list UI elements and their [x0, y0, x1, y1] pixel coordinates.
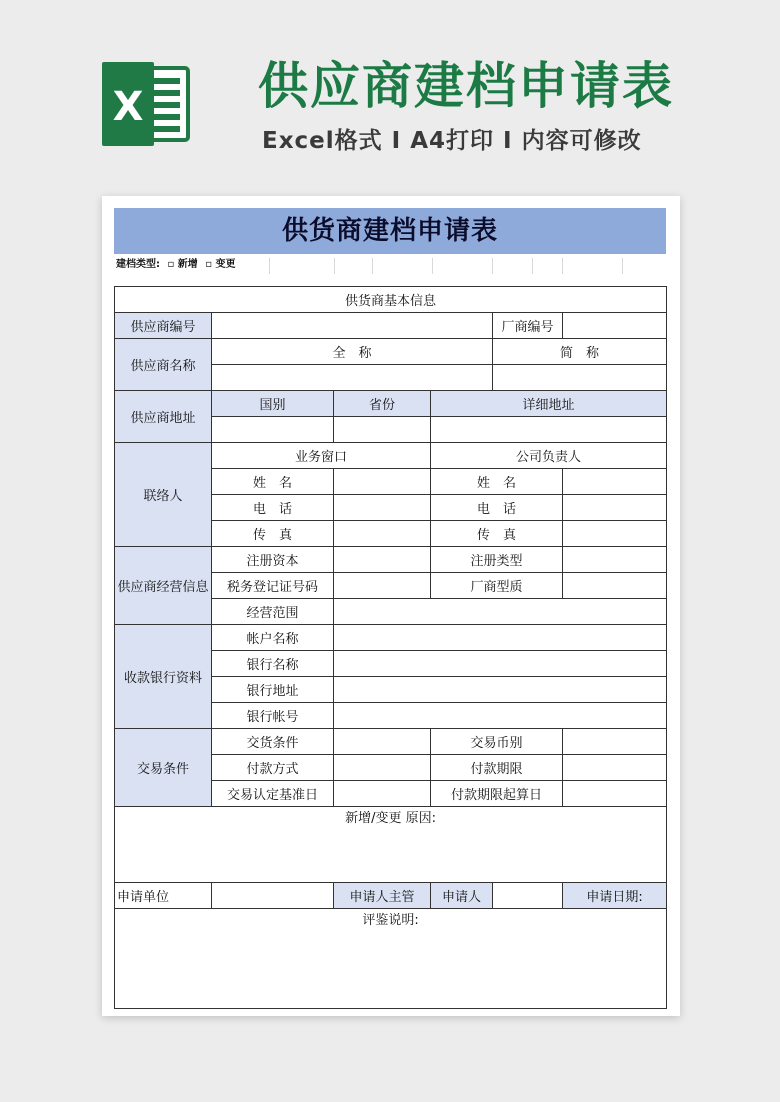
- detail-addr-field[interactable]: [431, 417, 667, 443]
- supplier-no-field[interactable]: [212, 313, 493, 339]
- confirm-date-field[interactable]: [334, 781, 431, 807]
- reg-type-field[interactable]: [563, 547, 667, 573]
- account-name-field[interactable]: [334, 625, 667, 651]
- contact-label: 联络人: [115, 443, 212, 547]
- pay-period-field[interactable]: [563, 755, 667, 781]
- banner-title: 供应商建档申请表: [258, 57, 674, 115]
- factory-no-label: 厂商编号: [493, 313, 563, 339]
- banner: [0, 0, 780, 190]
- biz-scope-field[interactable]: [334, 599, 667, 625]
- head-fax-field[interactable]: [563, 521, 667, 547]
- section-basic-info: 供货商基本信息: [115, 287, 667, 313]
- currency-field[interactable]: [563, 729, 667, 755]
- window-fax-field[interactable]: [334, 521, 431, 547]
- type-option-new[interactable]: ▫ 新增: [167, 259, 198, 270]
- bank-name-label: 银行名称: [212, 651, 334, 677]
- delivery-terms-field[interactable]: [334, 729, 431, 755]
- bank-addr-field[interactable]: [334, 677, 667, 703]
- head-fax-label: 传 真: [431, 521, 563, 547]
- window-name-field[interactable]: [334, 469, 431, 495]
- window-fax-label: 传 真: [212, 521, 334, 547]
- pay-start-label: 付款期限起算日: [431, 781, 563, 807]
- delivery-terms-label: 交货条件: [212, 729, 334, 755]
- apply-unit-label: 申请单位: [115, 883, 212, 909]
- type-row: [114, 254, 666, 276]
- excel-icon-letter: X: [112, 84, 144, 130]
- apply-unit-field[interactable]: [212, 883, 334, 909]
- bank-name-field[interactable]: [334, 651, 667, 677]
- factory-type-field[interactable]: [563, 573, 667, 599]
- head-phone-label: 电 话: [431, 495, 563, 521]
- reg-capital-field[interactable]: [334, 547, 431, 573]
- form-table: [114, 286, 667, 1009]
- province-header: 省份: [334, 391, 431, 417]
- document-title: 供货商建档申请表: [114, 208, 666, 254]
- full-name-field[interactable]: [212, 365, 493, 391]
- supplier-no-label: 供应商编号: [115, 313, 212, 339]
- window-phone-label: 电 话: [212, 495, 334, 521]
- full-name-header: 全 称: [212, 339, 493, 365]
- reason-field[interactable]: 新增/变更 原因:: [115, 807, 667, 883]
- factory-type-label: 厂商型质: [431, 573, 563, 599]
- account-name-label: 帐户名称: [212, 625, 334, 651]
- reg-capital-label: 注册资本: [212, 547, 334, 573]
- trade-terms-label: 交易条件: [115, 729, 212, 807]
- country-field[interactable]: [212, 417, 334, 443]
- window-name-label: 姓 名: [212, 469, 334, 495]
- bank-account-label: 银行帐号: [212, 703, 334, 729]
- tax-no-label: 税务登记证号码: [212, 573, 334, 599]
- tax-no-field[interactable]: [334, 573, 431, 599]
- currency-label: 交易币别: [431, 729, 563, 755]
- biz-info-label: 供应商经营信息: [115, 547, 212, 625]
- pay-method-field[interactable]: [334, 755, 431, 781]
- pay-period-label: 付款期限: [431, 755, 563, 781]
- supplier-addr-label: 供应商地址: [115, 391, 212, 443]
- factory-no-field[interactable]: [563, 313, 667, 339]
- pay-start-field[interactable]: [563, 781, 667, 807]
- type-label: 建档类型:: [116, 259, 160, 270]
- province-field[interactable]: [334, 417, 431, 443]
- short-name-field[interactable]: [493, 365, 667, 391]
- country-header: 国别: [212, 391, 334, 417]
- head-phone-field[interactable]: [563, 495, 667, 521]
- reg-type-label: 注册类型: [431, 547, 563, 573]
- applicant-field[interactable]: [493, 883, 563, 909]
- biz-window-header: 业务窗口: [212, 443, 431, 469]
- bank-account-field[interactable]: [334, 703, 667, 729]
- apply-manager-label: 申请人主管: [334, 883, 431, 909]
- head-name-label: 姓 名: [431, 469, 563, 495]
- excel-icon: [100, 58, 192, 150]
- head-name-field[interactable]: [563, 469, 667, 495]
- form-sheet: [114, 208, 666, 1009]
- detail-addr-header: 详细地址: [431, 391, 667, 417]
- supplier-name-label: 供应商名称: [115, 339, 212, 391]
- confirm-date-label: 交易认定基准日: [212, 781, 334, 807]
- bank-addr-label: 银行地址: [212, 677, 334, 703]
- window-phone-field[interactable]: [334, 495, 431, 521]
- review-field[interactable]: 评鉴说明:: [115, 909, 667, 1009]
- company-head-header: 公司负责人: [431, 443, 667, 469]
- banner-subtitle: Excel格式 I A4打印 I 内容可修改: [262, 128, 642, 154]
- type-option-change[interactable]: ▫ 变更: [205, 259, 236, 270]
- short-name-header: 简 称: [493, 339, 667, 365]
- applicant-label: 申请人: [431, 883, 493, 909]
- pay-method-label: 付款方式: [212, 755, 334, 781]
- biz-scope-label: 经营范围: [212, 599, 334, 625]
- bank-info-label: 收款银行资料: [115, 625, 212, 729]
- apply-date-label[interactable]: 申请日期:: [563, 883, 667, 909]
